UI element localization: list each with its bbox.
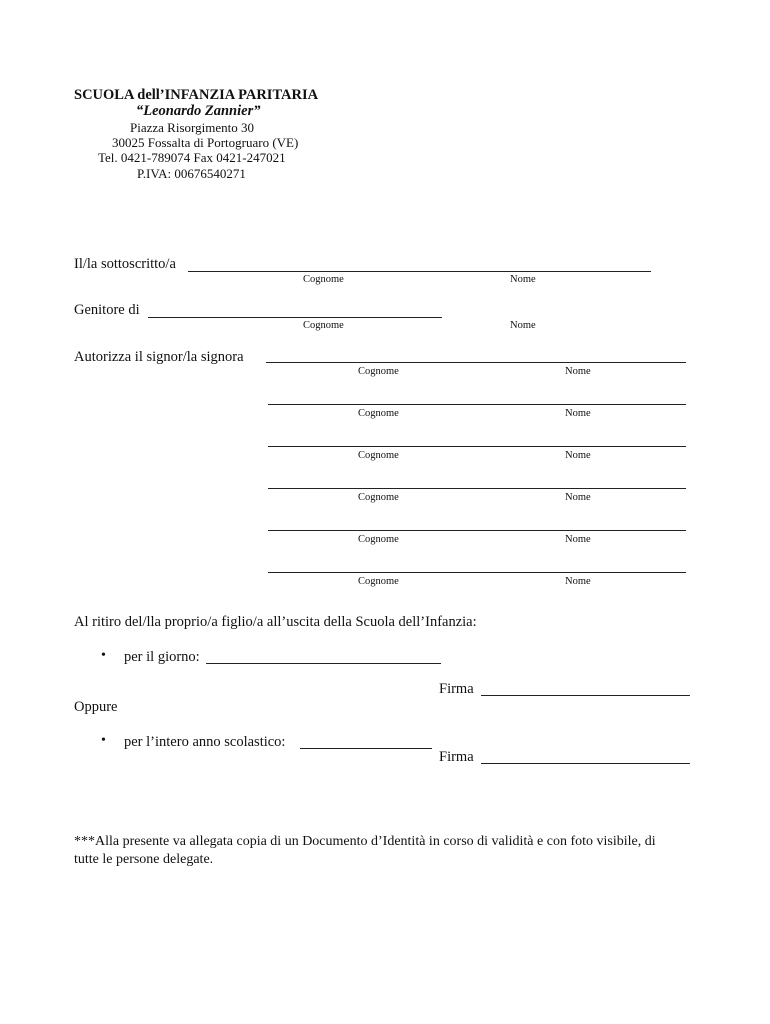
undersigned-label: Il/la sottoscritto/a [74,256,176,272]
pickup-text: Al ritiro del/lla proprio/a figlio/a all’uscita della Scuola dell’Infanzia: [74,614,477,630]
undersigned-name-caption: Nome [510,274,536,285]
delegate-name-caption-5: Nome [565,534,591,545]
undersigned-input-line[interactable] [188,271,651,272]
delegate-name-caption-1: Nome [565,366,591,377]
delegate-input-line-6[interactable] [268,572,686,573]
signature-label-2: Firma [439,749,474,765]
child-name-caption: Nome [510,320,536,331]
phone-fax: Tel. 0421-789074 Fax 0421-247021 [98,150,286,165]
parent-label: Genitore di [74,302,140,318]
delegate-name-caption-2: Nome [565,408,591,419]
address-line-2: 30025 Fossalta di Portogruaro (VE) [112,135,299,150]
delegate-input-line-4[interactable] [268,488,686,489]
day-input-line[interactable] [206,663,441,664]
delegate-surname-caption-6: Cognome [358,576,399,587]
signature-line-2[interactable] [481,763,690,764]
delegate-surname-caption-4: Cognome [358,492,399,503]
signature-label-1: Firma [439,681,474,697]
delegate-surname-caption-3: Cognome [358,450,399,461]
parent-input-line[interactable] [148,317,442,318]
delegate-input-line-3[interactable] [268,446,686,447]
delegate-surname-caption-1: Cognome [358,366,399,377]
school-title: SCUOLA dell’INFANZIA PARITARIA [74,87,319,103]
child-surname-caption: Cognome [303,320,344,331]
delegate-surname-caption-2: Cognome [358,408,399,419]
delegate-surname-caption-5: Cognome [358,534,399,545]
or-label: Oppure [74,699,118,715]
delegate-name-caption-4: Nome [565,492,591,503]
option-day-label: per il giorno: [124,649,200,665]
address-line-1: Piazza Risorgimento 30 [130,120,254,135]
authorize-label: Autorizza il signor/la signora [74,349,244,365]
school-name: “Leonardo Zannier” [136,103,261,119]
delegate-input-line-2[interactable] [268,404,686,405]
delegate-name-caption-6: Nome [565,576,591,587]
bullet-icon: • [101,733,106,748]
signature-line-1[interactable] [481,695,690,696]
year-input-line[interactable] [300,748,432,749]
undersigned-surname-caption: Cognome [303,274,344,285]
delegate-name-caption-3: Nome [565,450,591,461]
delegate-input-line-1[interactable] [266,362,686,363]
id-document-note: ***Alla presente va allegata copia di un Documento d’Identità in corso di validità e con foto visibile, di tutte le persone delegate. [74,834,656,867]
vat-number: P.IVA: 00676540271 [137,166,246,181]
delegate-input-line-5[interactable] [268,530,686,531]
bullet-icon: • [101,648,106,663]
option-year-label: per l’intero anno scolastico: [124,734,286,750]
